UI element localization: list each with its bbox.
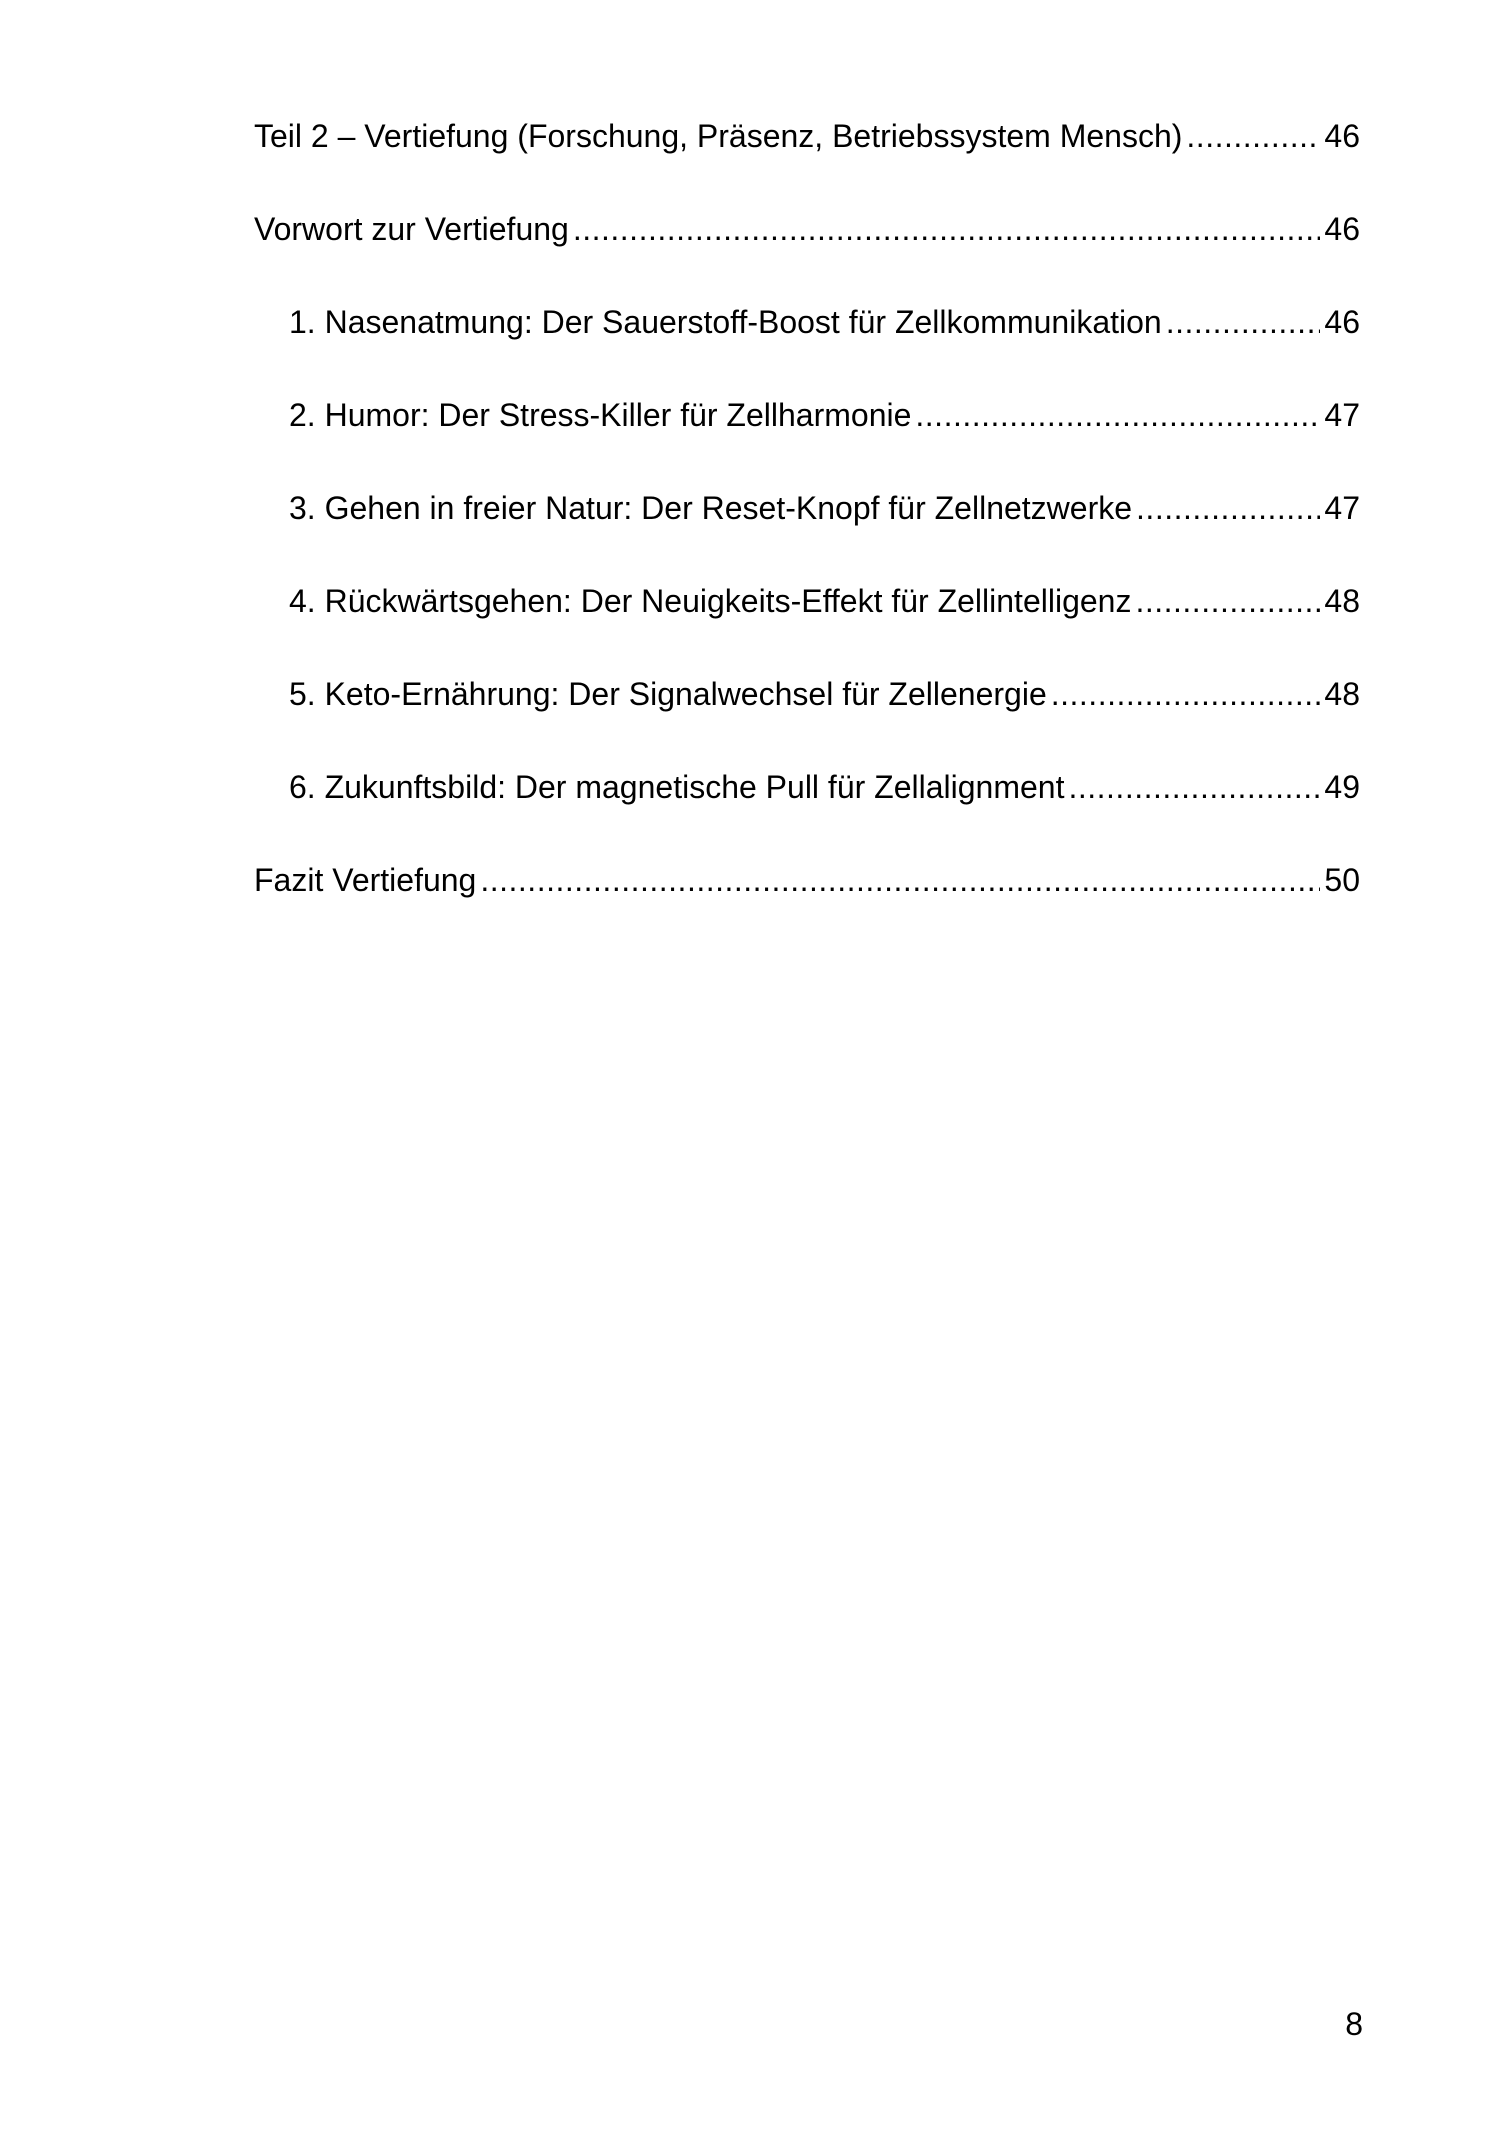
toc-dot-leader [1166, 294, 1321, 350]
toc-entry-title: Fazit Vertiefung [254, 862, 477, 898]
toc-entry-page: 46 [1324, 118, 1360, 154]
toc-entry-title: 1. Nasenatmung: Der Sauerstoff-Boost für Zellkommunikation [289, 304, 1162, 340]
toc-entry-fazit[interactable] [254, 852, 1360, 945]
toc-entry-page: 47 [1324, 490, 1360, 526]
toc-entry-page: 48 [1324, 583, 1360, 619]
toc-entry-title: Vorwort zur Vertiefung [254, 211, 569, 247]
toc-entry-page: 47 [1324, 397, 1360, 433]
toc-entry-nasenatmung[interactable] [254, 294, 1360, 387]
toc-entry-title: 5. Keto-Ernährung: Der Signalwechsel für Zellenergie [289, 676, 1047, 712]
toc-dot-leader [1186, 108, 1320, 164]
toc-dot-leader [480, 852, 1320, 908]
toc-dot-leader [1136, 480, 1320, 536]
toc-entry-page: 46 [1324, 304, 1360, 340]
toc-entry-keto[interactable] [254, 666, 1360, 759]
toc-entry-gehen-natur[interactable] [254, 480, 1360, 573]
toc-entry-title: 3. Gehen in freier Natur: Der Reset-Knopf für Zellnetzwerke [289, 490, 1133, 526]
toc-entry-title: 4. Rückwärtsgehen: Der Neuigkeits-Effekt für Zellintelligenz [289, 583, 1132, 619]
page-number: 8 [1345, 2006, 1363, 2042]
toc-entry-rueckwaertsgehen[interactable] [254, 573, 1360, 666]
toc-entry-humor[interactable] [254, 387, 1360, 480]
toc-entry-teil-2[interactable] [254, 108, 1360, 201]
toc-entry-title: Teil 2 – Vertiefung (Forschung, Präsenz, Betriebssystem Mensch) [254, 118, 1183, 154]
table-of-contents [254, 108, 1360, 945]
toc-entry-page: 49 [1324, 769, 1360, 805]
toc-entry-page: 46 [1324, 211, 1360, 247]
toc-dot-leader [573, 201, 1321, 257]
toc-entry-zukunftsbild[interactable] [254, 759, 1360, 852]
toc-entry-title: 2. Humor: Der Stress-Killer für Zellharmonie [289, 397, 912, 433]
toc-dot-leader [1051, 666, 1321, 722]
toc-entry-title: 6. Zukunftsbild: Der magnetische Pull für Zellalignment [289, 769, 1065, 805]
toc-dot-leader [1068, 759, 1320, 815]
toc-entry-page: 48 [1324, 676, 1360, 712]
toc-entry-page: 50 [1324, 862, 1360, 898]
toc-dot-leader [915, 387, 1320, 443]
toc-dot-leader [1135, 573, 1320, 629]
toc-entry-vorwort[interactable] [254, 201, 1360, 294]
